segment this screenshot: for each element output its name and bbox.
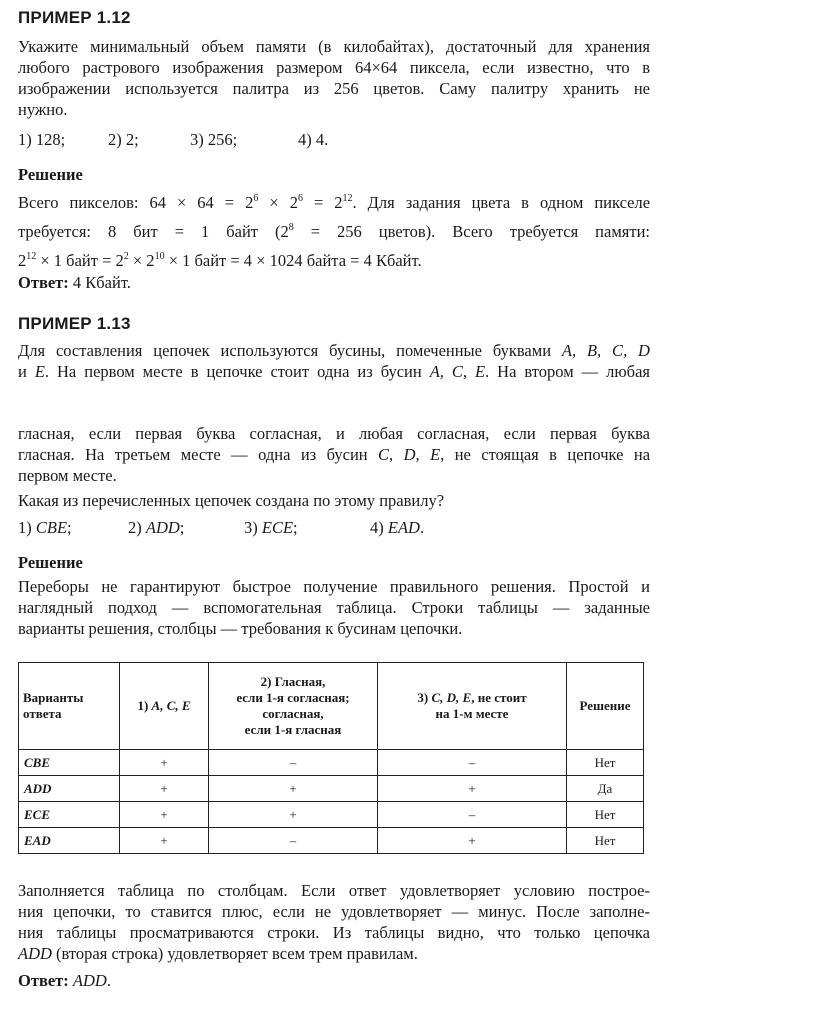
formula: × 2 <box>258 193 298 212</box>
text: и <box>18 362 35 381</box>
cell-variant: CBE <box>19 750 120 776</box>
header-line: 2) Гласная, <box>260 674 326 689</box>
formula: × 1 байт = 4 × 1024 байта = 4 Кбайт. <box>164 251 422 270</box>
text: 1) <box>18 518 36 537</box>
letters: ECE <box>261 518 294 537</box>
example-1-13-prompt: Какая из перечисленных цепочек создана по этому правилу? <box>18 491 445 510</box>
cell: – <box>378 750 567 776</box>
cell-decision: Нет <box>567 828 644 854</box>
option-2: 2) 2; <box>108 130 139 149</box>
letters: C, D, E <box>378 445 441 464</box>
solution-table <box>18 662 644 854</box>
text: 3) <box>244 518 262 537</box>
example-1-13-explanation <box>18 880 650 964</box>
example-1-13-answer <box>18 970 650 991</box>
table-header-row <box>19 663 644 750</box>
exponent: 12 <box>342 193 353 204</box>
text: ; <box>179 518 185 537</box>
example-1-13-title: ПРИМЕР 1.13 <box>18 314 131 333</box>
text: , не стоящая в цепочке на <box>440 445 651 464</box>
cell: – <box>209 828 378 854</box>
header-line: на 1-м месте <box>435 706 509 721</box>
option-4 <box>370 518 424 538</box>
cell: + <box>120 828 209 854</box>
text: = 256 цветов). Всего требуется памяти: <box>293 222 650 241</box>
option-3 <box>244 518 298 538</box>
formula: × 1 байт = 2 <box>36 251 124 270</box>
example-1-12-answer <box>18 272 650 293</box>
answer-label: Ответ: <box>18 273 69 292</box>
explanation-line: ния таблицы просматриваются строки. Из таблицы видно, что только цепочка <box>18 923 650 942</box>
explanation-line: Заполняется таблица по столбцам. Если ответ удовлетворяет условию построе- <box>18 881 650 900</box>
formula: 64 × 64 = 2 <box>149 193 254 212</box>
header-variants: Варианты ответа <box>19 663 120 750</box>
cell: + <box>378 828 567 854</box>
header-line <box>382 690 562 706</box>
solution-line: Переборы не гарантируют быстрое получение правильного решения. Простой и <box>18 577 650 596</box>
solution-line: наглядный подход — вспомогательная таблица. Строки таблицы — заданные <box>18 598 650 617</box>
text: Для составления цепочек используются бусины, помеченные буквами <box>18 341 562 360</box>
example-1-12-title: ПРИМЕР 1.12 <box>18 8 131 27</box>
cell: + <box>209 802 378 828</box>
example-1-13-question-part1 <box>18 340 650 382</box>
exponent: 6 <box>297 193 303 204</box>
letters: C, D, E <box>431 690 472 705</box>
example-1-13-solution <box>18 576 650 639</box>
example-1-12-solution <box>18 188 650 271</box>
text: гласная. На третьем месте — одна из бусин <box>18 445 379 464</box>
formula: 8 бит = 1 байт <box>108 222 259 241</box>
cell-decision: Нет <box>567 802 644 828</box>
letters: ADD <box>145 518 180 537</box>
solution-line <box>18 246 650 271</box>
text: 2) <box>128 518 146 537</box>
header-line: если 1-я гласная <box>244 722 342 737</box>
letters: EAD <box>387 518 420 537</box>
question-line: первом месте. <box>18 466 117 485</box>
option-4: 4) 4. <box>298 130 329 149</box>
cell-variant: EAD <box>19 828 120 854</box>
text: 3) <box>417 690 432 705</box>
text: ; <box>293 518 298 537</box>
solution-title: Решение <box>18 553 83 572</box>
text: . На втором — любая <box>485 362 650 381</box>
question-line: любого растрового изображения размером 64×64 пиксела, если известно, что в <box>18 58 650 77</box>
cell: – <box>378 802 567 828</box>
text: , не стоит <box>471 690 527 705</box>
cell-decision: Да <box>567 776 644 802</box>
question-line <box>18 444 650 465</box>
question-line: гласная, если первая буква согласная, и любая согласная, если первая буква <box>18 424 650 443</box>
answer-label: Ответ: <box>18 971 69 990</box>
cell: + <box>120 750 209 776</box>
letters: E <box>34 362 45 381</box>
formula: = 2 <box>302 193 343 212</box>
option-2 <box>128 518 184 538</box>
formula: × 2 <box>128 251 155 270</box>
solution-title: Решение <box>18 165 83 184</box>
letters: A, B, C, D <box>561 341 650 360</box>
header-line: согласная, <box>262 706 324 721</box>
cell-variant: ADD <box>19 776 120 802</box>
question-line: нужно. <box>18 100 68 119</box>
table-row <box>19 828 644 854</box>
cell-decision: Нет <box>567 750 644 776</box>
cell: + <box>378 776 567 802</box>
text: . <box>419 518 425 537</box>
formula: 2 <box>18 251 27 270</box>
text: 4) <box>370 518 388 537</box>
letters: A, C, E <box>151 698 191 713</box>
text: (вторая строка) удовлетворяет всем трем правилам. <box>51 944 418 963</box>
exponent: 10 <box>154 251 165 262</box>
exponent: 8 <box>288 222 294 233</box>
question-line: Укажите минимальный объем памяти (в килобайтах), достаточный для хранения <box>18 37 650 56</box>
formula: (2 <box>275 222 289 241</box>
text: . <box>106 971 111 990</box>
explanation-line <box>18 943 650 964</box>
header-col-2 <box>209 663 378 750</box>
text: ; <box>67 518 72 537</box>
exponent: 2 <box>123 251 129 262</box>
cell: + <box>120 802 209 828</box>
letters: ADD <box>18 944 52 963</box>
question-line <box>18 361 650 382</box>
cell-variant: ECE <box>19 802 120 828</box>
question-line: изображении используется палитра из 256 цветов. Саму палитру хранить не <box>18 79 650 98</box>
example-1-13-question-part2 <box>18 423 650 486</box>
solution-line <box>18 217 650 242</box>
text: Всего пикселов: <box>18 193 139 212</box>
table-row <box>19 750 644 776</box>
cell: + <box>209 776 378 802</box>
exponent: 12 <box>26 251 37 262</box>
text: . На первом месте в цепочке стоит одна из бусин <box>44 362 430 381</box>
table-row <box>19 802 644 828</box>
text: требуется: <box>18 222 92 241</box>
answer-value: ADD <box>72 971 107 990</box>
text: 1) <box>137 698 152 713</box>
header-line: если 1-я согласная; <box>236 690 350 705</box>
header-col-1 <box>120 663 209 750</box>
option-1: 1) 128; <box>18 130 66 149</box>
text: . Для задания цвета в одном пикселе <box>352 193 651 212</box>
header-col-3 <box>378 663 567 750</box>
solution-line <box>18 188 650 213</box>
explanation-line: ния цепочки, то ставится плюс, если не удовлетворяет — минус. После заполне- <box>18 902 650 921</box>
cell: + <box>120 776 209 802</box>
exponent: 6 <box>253 193 259 204</box>
cell: – <box>209 750 378 776</box>
question-line <box>18 340 650 361</box>
option-1 <box>18 518 72 538</box>
option-3: 3) 256; <box>190 130 238 149</box>
letters: A, C, E <box>429 362 486 381</box>
table-row <box>19 776 644 802</box>
solution-line: варианты решения, столбцы — требования к бусинам цепочки. <box>18 619 463 638</box>
answer-value: 4 Кбайт. <box>68 273 131 292</box>
example-1-12-question <box>18 36 650 120</box>
letters: CBE <box>35 518 68 537</box>
header-decision: Решение <box>567 663 644 750</box>
